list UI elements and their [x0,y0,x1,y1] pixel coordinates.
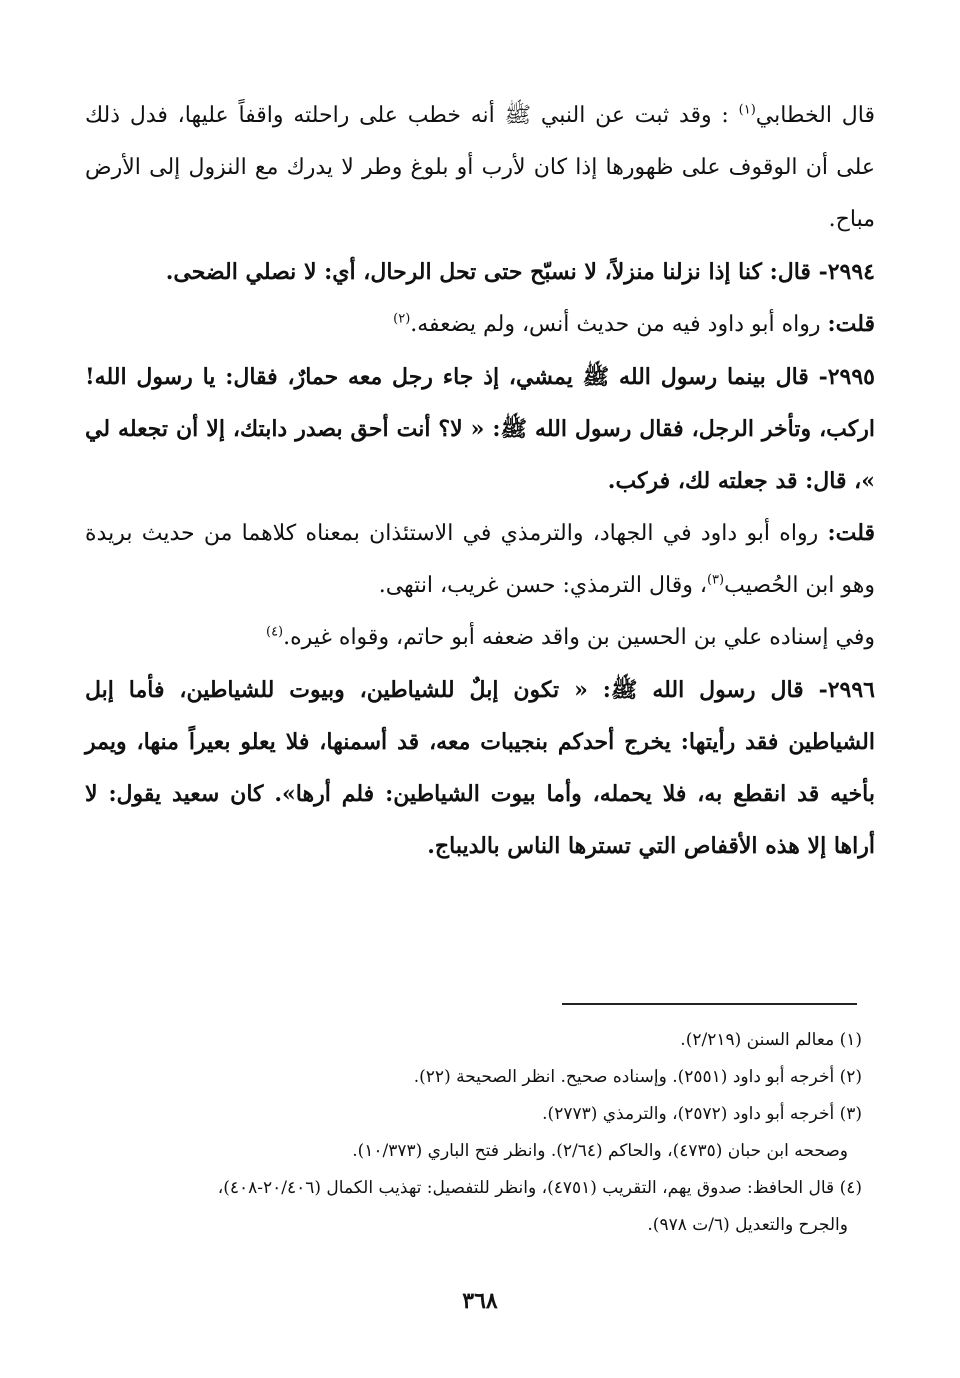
commentary-lead: قلت: [827,311,875,337]
footnote-ref[interactable]: (٣) [706,572,725,588]
paragraph-text: قال الخطابي [755,103,875,128]
footnote-4-continued: والجرح والتعديل (٦/ت ٩٧٨). [647,1215,848,1235]
footnote-divider [562,1003,857,1005]
paragraph-text: : وقد ثبت عن النبي ﷺ أنه خطب على راحلته واقفاً عليها، فدل ذلك على أن الوقوف على ظهورها إذا كان لأرب أو بلوغ وطر لا يدرك مع النزول إلى الأرض مباح. [85,103,875,232]
footnote-3-continued: وصححه ابن حبان (٤٧٣٥)، والحاكم (٢/٦٤). وانظر فتح الباري (١٠/٣٧٣). [352,1141,848,1161]
paragraph-khattabi [85,90,875,246]
commentary-text: وفي إسناده علي بن الحسين بن واقد ضعفه أبو حاتم، وقواه غيره. [283,625,875,650]
footnote-1: (١) معالم السنن (٢/٢١٩). [680,1030,862,1050]
hadith-2996: ٢٩٩٦- قال رسول الله ﷺ: « تكون إبلٌ للشياطين، وبيوت للشياطين، فأما إبل الشياطين فقد رأيتها: يخرج أحدكم بنجيبات معه، قد أسمنها، فلا يعلو بعيراً منها، ويمر بأخيه قد انقطع به، فلا يحمله، وأما بيوت الشياطين: فلم أرها». كان سعيد يقول: لا أراها إلا هذه الأقفاص التي تسترها الناس بالديباج. [85,677,875,859]
commentary-2995 [85,507,875,612]
hadith-2994: ٢٩٩٤- قال: كنا إذا نزلنا منزلاً، لا نسبّح حتى تحل الرحال، أي: لا نصلي الضحى. [165,259,875,285]
footnote-ref[interactable]: (١) [738,102,756,118]
commentary-lead: قلت: [827,520,875,546]
footnotes [85,1022,862,1244]
footnote-ref[interactable]: (٤) [265,624,284,640]
footnote-3: (٣) أخرجه أبو داود (٢٥٧٢)، والترمذي (٢٧٧٣). [542,1104,862,1124]
hadith-2995: ٢٩٩٥- قال بينما رسول الله ﷺ يمشي، إذ جاء رجل معه حمارٌ، فقال: يا رسول الله! اركب، وتأخر الرجل، فقال رسول الله ﷺ: « لا؟ أنت أحق بصدر دابتك، إلا أن تجعله لي »، قال: قد جعلته لك، فركب. [85,364,875,494]
page-number: ٣٦٨ [462,1288,498,1314]
commentary-text: ، وقال الترمذي: حسن غريب، انتهى. [378,573,707,598]
commentary-2995-isnad [85,612,875,664]
footnote-2: (٢) أخرجه أبو داود (٢٥٥١). وإسناده صحيح. انظر الصحيحة (٢٢). [413,1067,862,1087]
footnote-4: (٤) قال الحافظ: صدوق يهم، التقريب (٤٧٥١)، وانظر للتفصيل: تهذيب الكمال (٢٠/٤٠٦-٤٠٨)، [217,1178,862,1198]
commentary-2994 [85,298,875,351]
footnote-ref[interactable]: (٢) [393,311,411,327]
commentary-text: رواه أبو داود فيه من حديث أنس، ولم يضعفه. [410,312,828,337]
commentary-text: رواه أبو داود في الجهاد، والترمذي في الاستئذان بمعناه كلاهما من حديث بريدة وهو ابن الحُصيب [85,521,875,598]
